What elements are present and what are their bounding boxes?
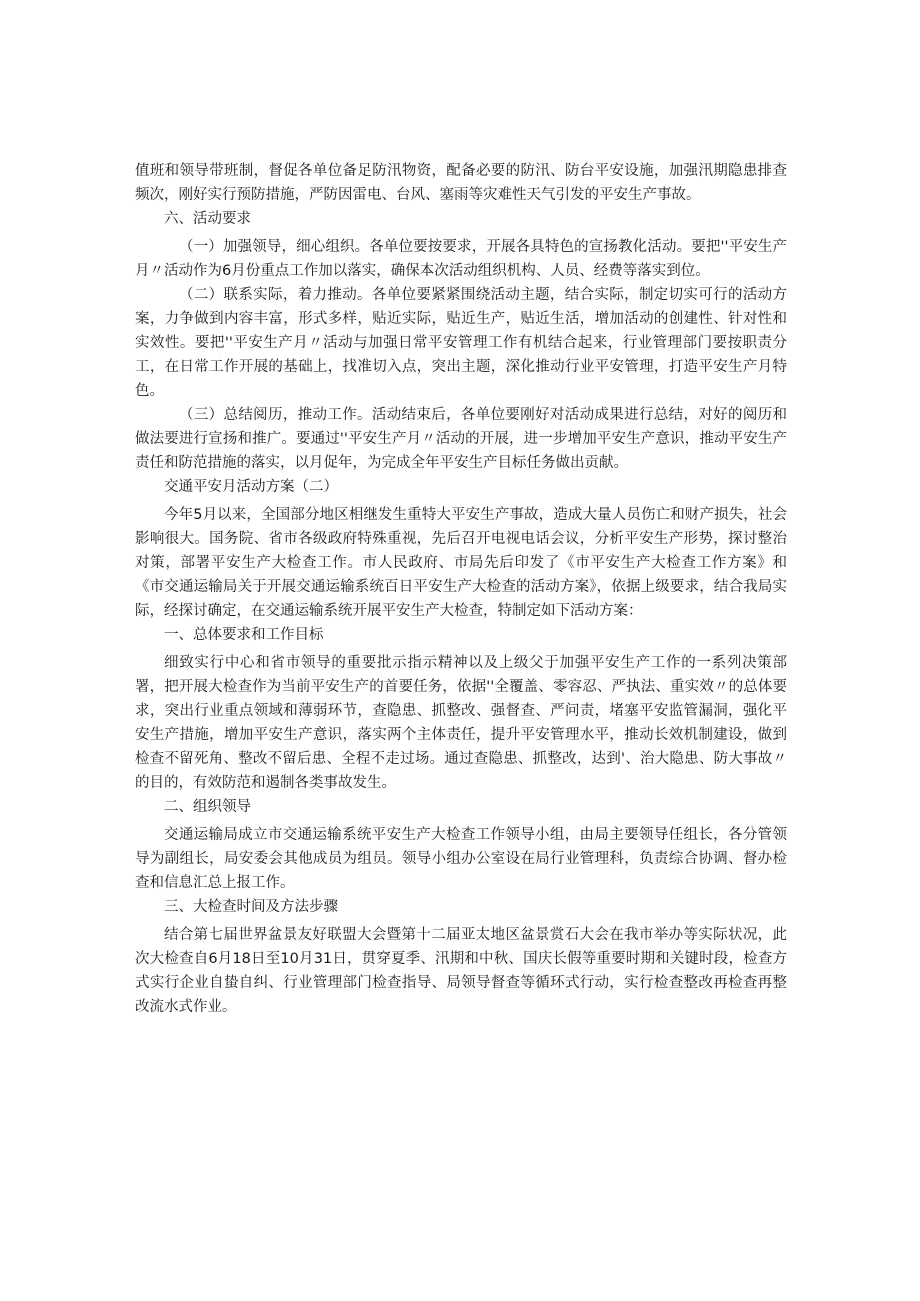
paragraph-plan-intro: 今年5月以来，全国部分地区相继发生重特大平安生产事故，造成大量人员伤亡和财产损失，社会影响很大。国务院、省市各级政府特殊重视，先后召开电视电话会议，分析平安生产形势，探讨整治对策，部署平安生产大检查工作。市人民政府、市局先后印发了《市平安生产大检查工作方案》和《市交通运输局关于开展交通运输系统百日平安生产大检查的活动方案》，依据上级要求，结合我局实际，经探讨确定，在交通运输系统开展平安生产大检查，特制定如下活动方案： [135,507,787,619]
document-page [135,159,787,1019]
heading-plan-two: 交通平安月活动方案（二） [164,479,338,495]
paragraph-organization: 交通运输局成立市交通运输系统平安生产大检查工作领导小组，由局主要领导任组长，各分管领导为副组长，局安委会其他成员为组员。领导小组办公室设在局行业管理科，负责综合协调、督办检查和信息汇总上报工作。 [135,827,787,891]
heading-organization: 二、组织领导 [164,799,251,815]
paragraph-inspection-schedule: 结合第七届世界盆景友好联盟大会暨第十二届亚太地区盆景赏石大会在我市举办等实际状况，此次大检查自6月18日至10月31日，贯穿夏季、汛期和中秋、国庆长假等重要时期和关键时段，检查方式实行企业自蛰自纠、行业管理部门检查指导、局领导督查等循环式行动，实行检查整改再检查再整改流水式作业。 [135,927,787,1015]
paragraph-requirement-3: （三）总结阅历，推动工作。活动结束后，各单位要刚好对活动成果进行总结，对好的阅历和做法要进行宣扬和推广。要通过''平安生产月〃活动的开展，进一步增加平安生产意识，推动平安生产责任和防范措施的落实，以月促年，为完成全年平安生产目标任务做出贡献。 [135,407,787,471]
paragraph-requirement-2: （二）联系实际，着力推动。各单位要紧紧围绕活动主题，结合实际，制定切实可行的活动方案，力争做到内容丰富，形式多样，贴近实际，贴近生产，贴近生活，增加活动的创建性、针对性和实效性。要把''平安生产月〃活动与加强日常平安管理工作有机结合起来，行业管理部门要按职责分工，在日常工作开展的基础上，找准切入点，突出主题，深化推动行业平安管理，打造平安生产月特色。 [135,287,787,399]
heading-activity-requirements: 六、活动要求 [164,211,251,227]
paragraph-requirement-1: （一）加强领导，细心组织。各单位要按要求，开展各具特色的宣扬教化活动。要把''平安生产月〃活动作为6月份重点工作加以落实，确保本次活动组织机构、人员、经费等落实到位。 [135,239,787,279]
heading-inspection-schedule: 三、大检查时间及方法步骤 [164,899,338,915]
heading-general-requirements: 一、总体要求和工作目标 [164,627,324,643]
paragraph-general-requirements: 细致实行中心和省市领导的重要批示指示精神以及上级父于加强平安生产工作的一系列决策部署，把开展大检查作为当前平安生产的首要任务，依据''全覆盖、零容忍、严执法、重实效〃的总体要求，突出行业重点领域和薄弱环节，查隐患、抓整改、强督查、严问责，堵塞平安监管漏洞，强化平安生产措施，增加平安生产意识，落实两个主体责任，提升平安管理水平，推动长效机制建设，做到检查不留死角、整改不留后患、全程不走过场。通过查隐患、抓整改，达到'、治大隐患、防大事故〃的目的，有效防范和遏制各类事故发生。 [135,655,787,791]
paragraph-flood-prevention: 值班和领导带班制，督促各单位备足防汛物资，配备必要的防汛、防台平安设施，加强汛期隐患排查频次，刚好实行预防措施，严防因雷电、台风、塞雨等灾难性天气引发的平安生产事故。 [135,163,787,203]
